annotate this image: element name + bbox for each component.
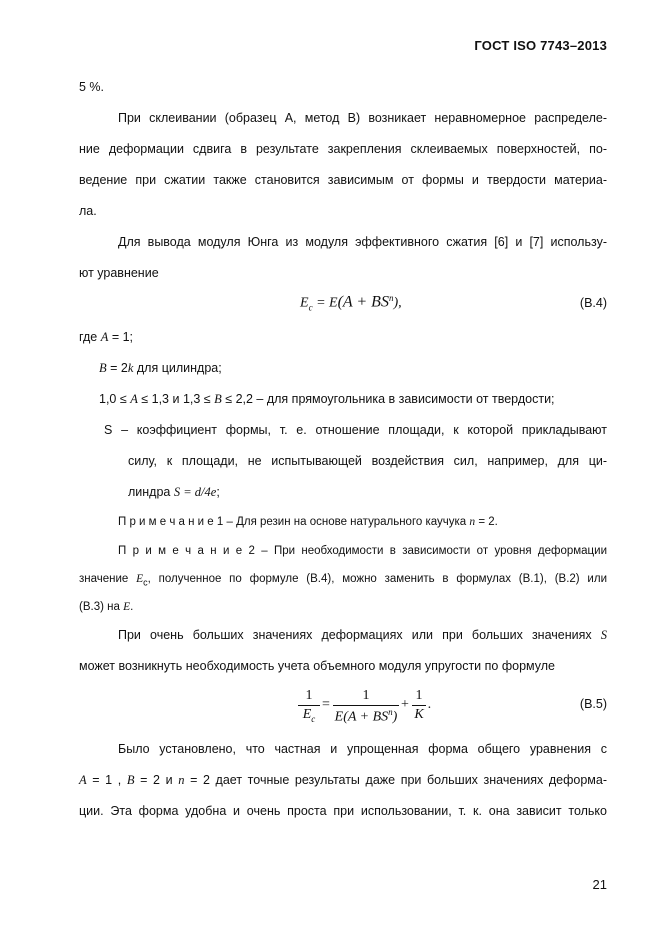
note-2-line: значение $E_c$, полученное по формуле (В.4), можно заменить в формулах (В.1), (В.2) или	[79, 573, 607, 588]
text-line: ведение при сжатии также становится зависимым от формы и твердости материа-	[79, 173, 607, 187]
fraction-2: 1 $E(A + BS^n)$	[334, 688, 398, 725]
page-number: 21	[592, 877, 607, 892]
note-1: П р и м е ч а н и е 1 – Для резин на основе натурального каучука n = 2.	[118, 516, 498, 528]
text-line: где A = 1;	[79, 330, 134, 344]
text-line: При склеивании (образец А, метод В) возникает неравномерное распределе-	[118, 111, 607, 125]
fraction-3: 1 K	[412, 688, 426, 723]
formula-b5-label: (В.5)	[579, 697, 607, 711]
text-line: Было установлено, что частная и упрощенная форма общего уравнения с	[118, 742, 607, 756]
text-line: 1,0 ≤ A ≤ 1,3 и 1,3 ≤ B ≤ 2,2 – для прямоугольника в зависимости от твердости;	[99, 392, 555, 406]
text-line: ла.	[79, 204, 97, 218]
plus-sign: +	[401, 697, 409, 712]
formula-dot: .	[428, 697, 432, 712]
text-line: ние деформации сдвига в результате закрепления склеиваемых поверхностей, по-	[79, 142, 607, 156]
text-line: Для вывода модуля Юнга из модуля эффективного сжатия [6] и [7] использу-	[118, 235, 607, 249]
note-2: П р и м е ч а н и е 2 – При необходимости в зависимости от уровня деформации	[118, 545, 607, 557]
note-2-line: (В.3) на E.	[79, 601, 134, 613]
fraction-1: 1 $E_c$	[298, 688, 320, 724]
text-line: ции. Эта форма удобна и очень проста при использовании, т. к. она зависит только	[79, 804, 607, 818]
text-line: ют уравнение	[79, 266, 159, 280]
formula-b4-label: (В.4)	[579, 296, 607, 310]
formula-b4: $E_c = E(A + BS^n)$,	[300, 293, 402, 313]
text-line: A = 1 , B = 2 и n = 2 дает точные результаты даже при больших значениях деформа-	[79, 773, 607, 787]
text-line: может возникнуть необходимость учета объемного модуля упругости по формуле	[79, 659, 555, 673]
document-header: ГОСТ ISO 7743–2013	[474, 38, 607, 53]
text-line: S – коэффициент формы, т. е. отношение площади, к которой прикладывают	[104, 423, 607, 437]
text-line: силу, к площади, не испытывающей воздействия сил, например, для ци-	[128, 454, 607, 468]
text-line: При очень больших значениях деформациях или при больших значениях S	[118, 628, 607, 642]
text-line: B = 2k для цилиндра;	[99, 361, 222, 375]
equals-sign: =	[322, 697, 330, 712]
text-line: линдра S = d/4e;	[128, 485, 220, 499]
text-line: 5 %.	[79, 80, 105, 94]
